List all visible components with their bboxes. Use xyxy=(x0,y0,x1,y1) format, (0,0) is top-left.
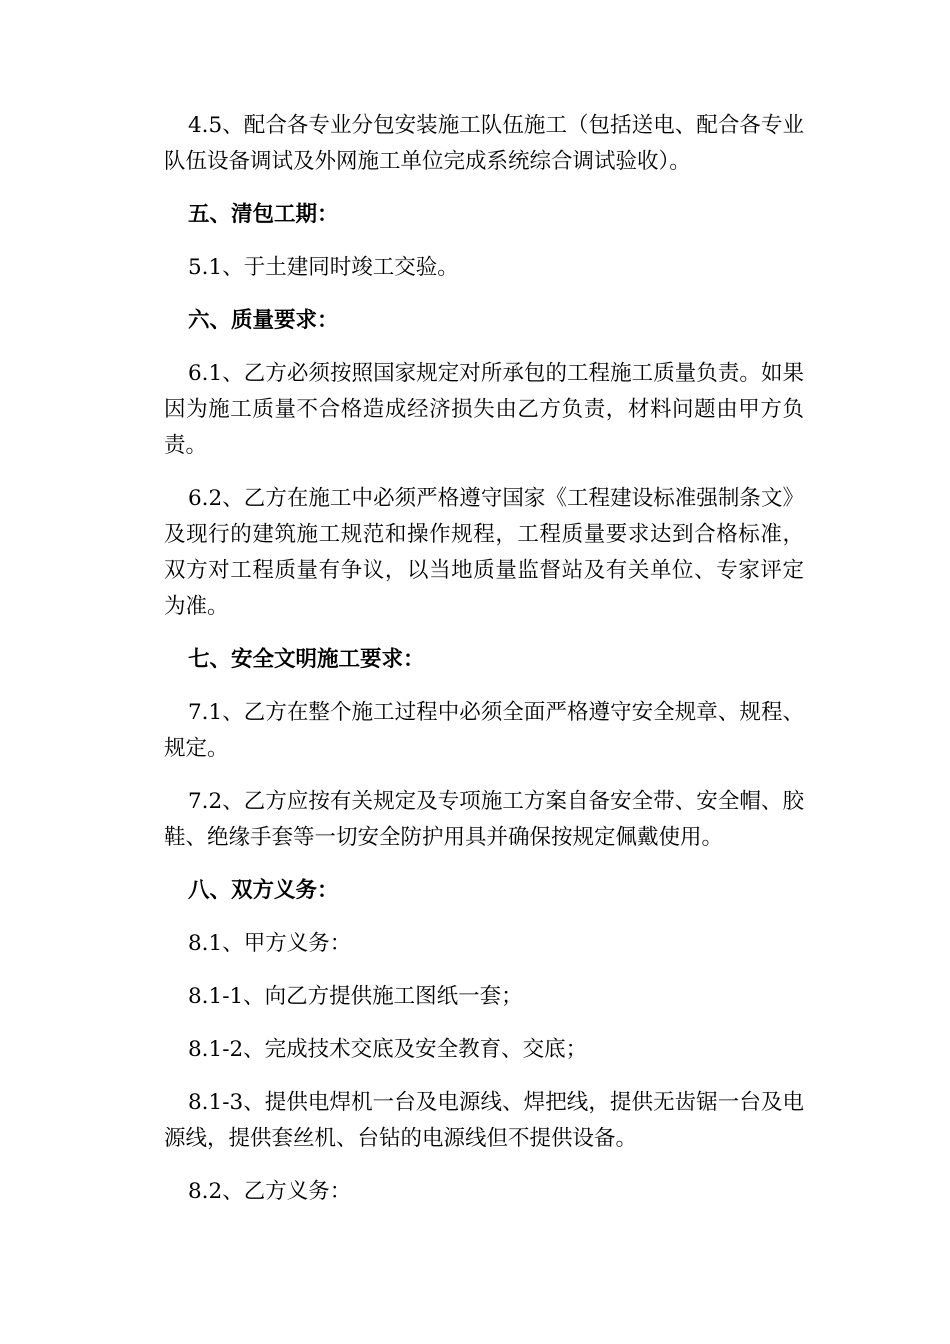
heading-section-7: 七、安全文明施工要求： xyxy=(188,647,425,672)
heading-section-5: 五、清包工期： xyxy=(188,202,339,227)
paragraph-8-1: 8.1、甲方义务： xyxy=(188,931,352,956)
paragraph-5-1: 5.1、于土建同时竣工交验。 xyxy=(188,255,459,280)
paragraph-8-1-2: 8.1-2、完成技术交底及安全教育、交底； xyxy=(188,1037,588,1062)
paragraph-6-1: 6.1、乙方必须按照国家规定对所承包的工程施工质量负责。如果因为施工质量不合格造成经济损失由乙方负责，材料问题由甲方负责。 xyxy=(164,361,804,458)
document-body xyxy=(164,108,804,1227)
paragraph-7-2: 7.2、乙方应按有关规定及专项施工方案自备安全带、安全帽、胶鞋、绝缘手套等一切安全防护用具并确保按规定佩戴使用。 xyxy=(164,789,804,850)
heading-section-6: 六、质量要求： xyxy=(188,308,339,333)
paragraph-6-2: 6.2、乙方在施工中必须严格遵守国家《工程建设标准强制条文》及现行的建筑施工规范和操作规程，工程质量要求达到合格标准，双方对工程质量有争议，以当地质量监督站及有关单位、专家评定为准。 xyxy=(164,486,804,619)
paragraph-4-5: 4.5、配合各专业分包安装施工队伍施工（包括送电、配合各专业队伍设备调试及外网施工单位完成系统综合调试验收）。 xyxy=(164,113,804,174)
heading-section-8: 八、双方义务： xyxy=(188,878,339,903)
paragraph-8-1-1: 8.1-1、向乙方提供施工图纸一套； xyxy=(188,984,523,1009)
paragraph-8-1-3: 8.1-3、提供电焊机一台及电源线、焊把线，提供无齿锯一台及电源线，提供套丝机、台钻的电源线但不提供设备。 xyxy=(164,1090,804,1151)
paragraph-7-1: 7.1、乙方在整个施工过程中必须全面严格遵守安全规章、规程、规定。 xyxy=(164,700,804,761)
paragraph-8-2: 8.2、乙方义务： xyxy=(188,1179,352,1204)
